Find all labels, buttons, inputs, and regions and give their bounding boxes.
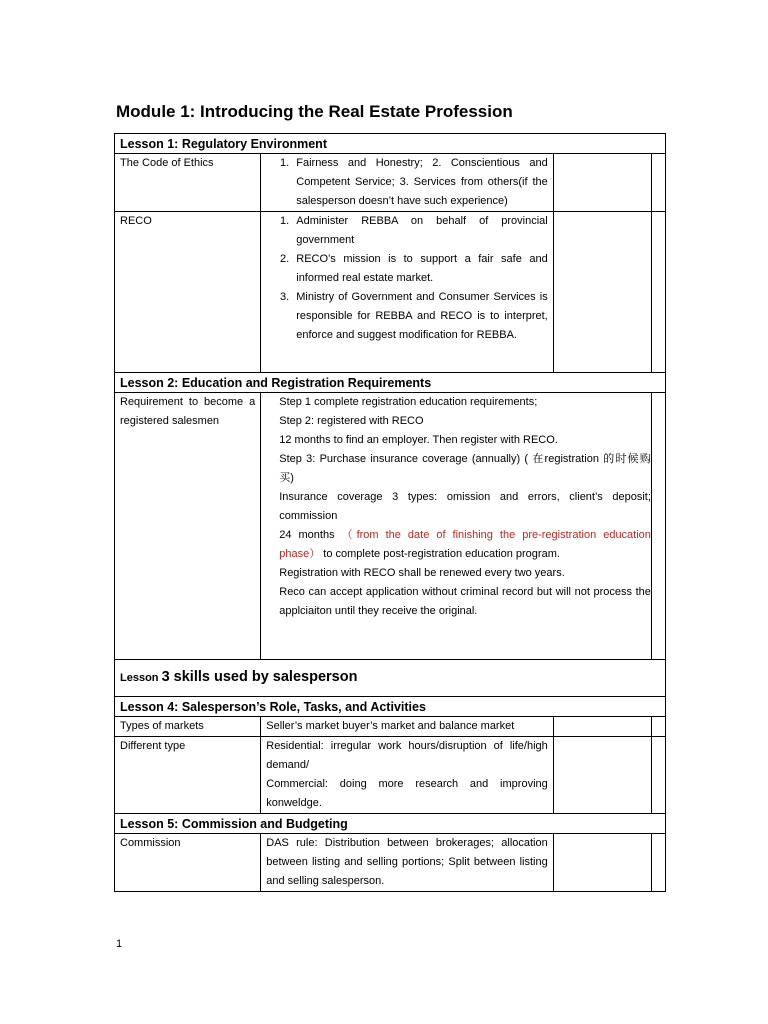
highlighted-note: （from the date of finishing the pre-registration education phase） bbox=[279, 529, 651, 560]
lesson5-header: Lesson 5: Commission and Budgeting bbox=[115, 814, 666, 834]
step-line: Reco can accept application without criminal record but will not process the applciaiton until they receive the original. bbox=[279, 586, 651, 617]
requirement-steps bbox=[261, 393, 652, 660]
empty-cell bbox=[553, 834, 651, 892]
lesson3-header bbox=[115, 660, 666, 697]
step-line: Step 1 complete registration education requirements; bbox=[279, 396, 538, 408]
code-of-ethics-value bbox=[261, 154, 554, 212]
empty-cell bbox=[553, 154, 651, 212]
reco-label: RECO bbox=[115, 212, 261, 373]
table-row bbox=[115, 154, 666, 212]
table-row bbox=[115, 834, 666, 892]
table-row bbox=[115, 717, 666, 737]
code-of-ethics-label: The Code of Ethics bbox=[115, 154, 261, 212]
lesson2-header-row bbox=[115, 373, 666, 393]
empty-cell bbox=[651, 737, 665, 814]
list-item: 1. Administer REBBA on behalf of provincial government bbox=[292, 212, 548, 250]
empty-cell bbox=[651, 717, 665, 737]
step-line: Insurance coverage 3 types: omission and errors, client’s deposit; commission bbox=[279, 491, 651, 522]
table-row bbox=[115, 212, 666, 373]
value-line: Commercial: doing more research and improving konweldge. bbox=[266, 778, 548, 809]
page-number: 1 bbox=[116, 938, 123, 950]
lesson1-header-row bbox=[115, 134, 666, 154]
step-text: to complete post-registration education program. bbox=[320, 548, 560, 560]
markets-value: Seller’s market buyer’s market and balance market bbox=[261, 717, 554, 737]
empty-cell bbox=[553, 212, 651, 373]
markets-label: Types of markets bbox=[115, 717, 261, 737]
empty-cell bbox=[553, 737, 651, 814]
step-text: 24 months bbox=[279, 529, 342, 541]
empty-cell bbox=[651, 834, 665, 892]
lesson5-header-row bbox=[115, 814, 666, 834]
module-table bbox=[114, 133, 666, 892]
value-line: Residential: irregular work hours/disruption of life/high demand/ bbox=[266, 740, 548, 771]
commission-label: Commission bbox=[115, 834, 261, 892]
step-line bbox=[279, 526, 651, 564]
different-type-value bbox=[261, 737, 554, 814]
step-line: Step 3: Purchase insurance coverage (annually) ( 在registration 的时候购买) bbox=[279, 453, 651, 484]
step-line: Step 2: registered with RECO bbox=[279, 415, 424, 427]
list-item: 3. Ministry of Government and Consumer Services is responsible for REBBA and RECO is to interpret, enforce and suggest modification for REBBA. bbox=[292, 288, 548, 345]
lesson3-title: 3 skills used by salesperson bbox=[161, 669, 358, 685]
reco-value bbox=[261, 212, 554, 373]
step-line: 12 months to find an employer. Then register with RECO. bbox=[279, 434, 558, 446]
step-line: Registration with RECO shall be renewed every two years. bbox=[279, 567, 565, 579]
lesson3-prefix: Lesson bbox=[120, 672, 162, 684]
commission-value: DAS rule: Distribution between brokerages; allocation between listing and selling portions; Split between listing and selling salesperson. bbox=[261, 834, 554, 892]
empty-cell bbox=[553, 717, 651, 737]
empty-cell bbox=[651, 212, 665, 373]
lesson1-header: Lesson 1: Regulatory Environment bbox=[115, 134, 666, 154]
empty-cell bbox=[651, 393, 665, 660]
requirement-label: Requirement to become a registered salesmen bbox=[115, 393, 261, 660]
lesson2-header: Lesson 2: Education and Registration Requirements bbox=[115, 373, 666, 393]
lesson4-header-row bbox=[115, 697, 666, 717]
lesson4-header: Lesson 4: Salesperson’s Role, Tasks, and Activities bbox=[115, 697, 666, 717]
list-item: 2. RECO’s mission is to support a fair safe and informed real estate market. bbox=[292, 250, 548, 288]
empty-cell bbox=[651, 154, 665, 212]
page-title: Module 1: Introducing the Real Estate Profession bbox=[116, 102, 513, 121]
list-item: 1. Fairness and Honestry; 2. Conscientious and Competent Service; 3. Services from others(if the salesperson doesn’t have such experience) bbox=[292, 154, 548, 211]
table-row bbox=[115, 393, 666, 660]
lesson3-row bbox=[115, 660, 666, 697]
different-type-label: Different type bbox=[115, 737, 261, 814]
table-row bbox=[115, 737, 666, 814]
